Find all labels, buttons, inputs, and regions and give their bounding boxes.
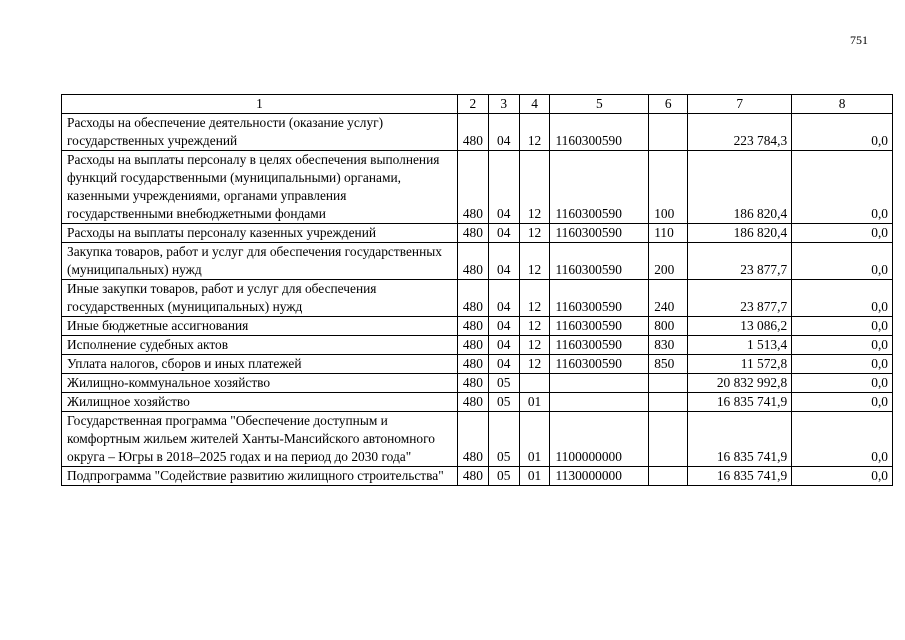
- column-header: 4: [519, 95, 550, 114]
- cell-c6: [649, 114, 688, 151]
- cell-c4: 12: [519, 280, 550, 317]
- cell-c6: 200: [649, 243, 688, 280]
- cell-c7: 1 513,4: [688, 336, 792, 355]
- cell-c6: [649, 374, 688, 393]
- cell-c8: 0,0: [792, 224, 893, 243]
- cell-c6: [649, 467, 688, 486]
- cell-c3: 04: [488, 243, 519, 280]
- cell-c4: 12: [519, 336, 550, 355]
- cell-c8: 0,0: [792, 243, 893, 280]
- cell-c4: 12: [519, 243, 550, 280]
- column-header: 2: [457, 95, 488, 114]
- cell-c7: 186 820,4: [688, 224, 792, 243]
- column-header: 3: [488, 95, 519, 114]
- cell-c2: 480: [457, 393, 488, 412]
- cell-c2: 480: [457, 336, 488, 355]
- table-row: [62, 224, 893, 243]
- table-header: [62, 95, 893, 114]
- cell-c2: 480: [457, 280, 488, 317]
- page-number: 751: [850, 33, 868, 47]
- table-row: [62, 393, 893, 412]
- cell-c3: 04: [488, 224, 519, 243]
- table-row: [62, 151, 893, 224]
- cell-c4: 01: [519, 467, 550, 486]
- header-row: [62, 95, 893, 114]
- cell-name: Расходы на выплаты персоналу в целях обеспечения выполнения функций государственными (муниципальными) органами, казенными учреждениями, органами управления государственными внебюджетными фондами: [62, 151, 458, 224]
- cell-c7: 23 877,7: [688, 280, 792, 317]
- cell-c5: 1130000000: [550, 467, 649, 486]
- cell-c6: 110: [649, 224, 688, 243]
- table-row: [62, 317, 893, 336]
- cell-name: Закупка товаров, работ и услуг для обеспечения государственных (муниципальных) нужд: [62, 243, 458, 280]
- cell-c5: 1160300590: [550, 317, 649, 336]
- cell-c8: 0,0: [792, 317, 893, 336]
- cell-c6: 830: [649, 336, 688, 355]
- cell-c7: 23 877,7: [688, 243, 792, 280]
- cell-c7: 16 835 741,9: [688, 412, 792, 467]
- cell-c5: 1160300590: [550, 224, 649, 243]
- cell-c2: 480: [457, 374, 488, 393]
- cell-c3: 04: [488, 317, 519, 336]
- cell-c3: 05: [488, 412, 519, 467]
- cell-c5: 1160300590: [550, 280, 649, 317]
- cell-c5: 1160300590: [550, 243, 649, 280]
- cell-c4: 01: [519, 393, 550, 412]
- cell-c7: 186 820,4: [688, 151, 792, 224]
- cell-c3: 05: [488, 467, 519, 486]
- cell-c6: 850: [649, 355, 688, 374]
- cell-c3: 04: [488, 151, 519, 224]
- cell-name: Уплата налогов, сборов и иных платежей: [62, 355, 458, 374]
- column-header: 7: [688, 95, 792, 114]
- table-row: [62, 374, 893, 393]
- cell-name: Исполнение судебных актов: [62, 336, 458, 355]
- cell-c2: 480: [457, 317, 488, 336]
- cell-c2: 480: [457, 412, 488, 467]
- cell-name: Государственная программа "Обеспечение доступным и комфортным жильем жителей Ханты-Мансийского автономного округа – Югры в 2018–2025 годах и на период до 2030 года": [62, 412, 458, 467]
- table-row: [62, 412, 893, 467]
- cell-name: Расходы на выплаты персоналу казенных учреждений: [62, 224, 458, 243]
- cell-c2: 480: [457, 467, 488, 486]
- cell-c8: 0,0: [792, 336, 893, 355]
- column-header: 5: [550, 95, 649, 114]
- cell-name: Подпрограмма "Содействие развитию жилищного строительства": [62, 467, 458, 486]
- cell-name: Жилищно-коммунальное хозяйство: [62, 374, 458, 393]
- cell-c7: 16 835 741,9: [688, 467, 792, 486]
- cell-c8: 0,0: [792, 393, 893, 412]
- cell-c6: 800: [649, 317, 688, 336]
- column-header: 1: [62, 95, 458, 114]
- table-body: [62, 114, 893, 486]
- cell-name: Жилищное хозяйство: [62, 393, 458, 412]
- cell-c3: 05: [488, 374, 519, 393]
- cell-c8: 0,0: [792, 114, 893, 151]
- cell-name: Расходы на обеспечение деятельности (оказание услуг) государственных учреждений: [62, 114, 458, 151]
- cell-c3: 04: [488, 114, 519, 151]
- table-row: [62, 280, 893, 317]
- cell-c4: 12: [519, 151, 550, 224]
- cell-c5: 1160300590: [550, 151, 649, 224]
- cell-c8: 0,0: [792, 280, 893, 317]
- cell-c7: 16 835 741,9: [688, 393, 792, 412]
- table-row: [62, 336, 893, 355]
- cell-c4: [519, 374, 550, 393]
- cell-c5: [550, 393, 649, 412]
- cell-c8: 0,0: [792, 412, 893, 467]
- table-row: [62, 114, 893, 151]
- cell-c4: 12: [519, 114, 550, 151]
- cell-c7: 13 086,2: [688, 317, 792, 336]
- cell-c7: 11 572,8: [688, 355, 792, 374]
- cell-c3: 04: [488, 355, 519, 374]
- cell-c8: 0,0: [792, 374, 893, 393]
- cell-c4: 01: [519, 412, 550, 467]
- cell-c6: 240: [649, 280, 688, 317]
- column-header: 6: [649, 95, 688, 114]
- cell-c5: 1160300590: [550, 355, 649, 374]
- cell-c2: 480: [457, 151, 488, 224]
- cell-c6: [649, 412, 688, 467]
- cell-c4: 12: [519, 224, 550, 243]
- cell-c7: 223 784,3: [688, 114, 792, 151]
- cell-name: Иные закупки товаров, работ и услуг для обеспечения государственных (муниципальных) нужд: [62, 280, 458, 317]
- cell-c8: 0,0: [792, 355, 893, 374]
- cell-c6: 100: [649, 151, 688, 224]
- cell-c7: 20 832 992,8: [688, 374, 792, 393]
- cell-c2: 480: [457, 224, 488, 243]
- table-row: [62, 467, 893, 486]
- cell-c5: [550, 374, 649, 393]
- cell-c5: 1100000000: [550, 412, 649, 467]
- cell-c8: 0,0: [792, 467, 893, 486]
- budget-table: [61, 94, 893, 486]
- cell-name: Иные бюджетные ассигнования: [62, 317, 458, 336]
- cell-c8: 0,0: [792, 151, 893, 224]
- cell-c4: 12: [519, 317, 550, 336]
- cell-c2: 480: [457, 243, 488, 280]
- table-row: [62, 355, 893, 374]
- cell-c6: [649, 393, 688, 412]
- column-header: 8: [792, 95, 893, 114]
- cell-c3: 04: [488, 336, 519, 355]
- table-row: [62, 243, 893, 280]
- cell-c3: 04: [488, 280, 519, 317]
- cell-c2: 480: [457, 114, 488, 151]
- cell-c3: 05: [488, 393, 519, 412]
- cell-c2: 480: [457, 355, 488, 374]
- cell-c4: 12: [519, 355, 550, 374]
- cell-c5: 1160300590: [550, 336, 649, 355]
- cell-c5: 1160300590: [550, 114, 649, 151]
